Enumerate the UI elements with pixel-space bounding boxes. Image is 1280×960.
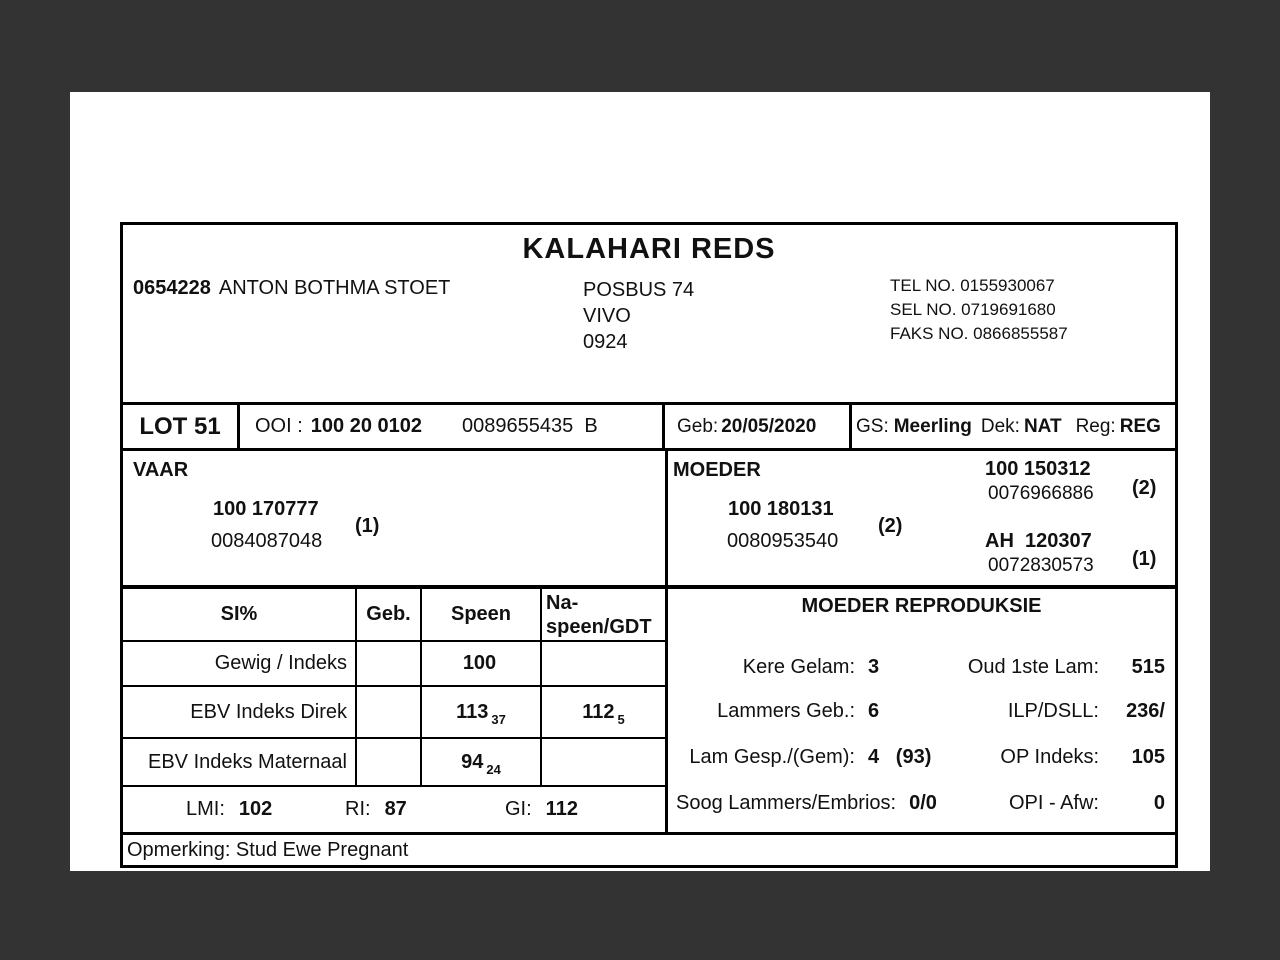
stud-title: KALAHARI REDS [522, 233, 776, 265]
vaar-reg: 0084087048 [211, 530, 323, 552]
repro-value: 4 (93) [868, 746, 932, 768]
moeder-gd-id: 100 150312 [985, 458, 1091, 480]
speen-header-label: Speen [450, 603, 512, 625]
speen-header-cell [422, 589, 542, 640]
index-table-header [123, 589, 665, 642]
naspeen-accuracy: 5 [617, 711, 625, 727]
naspeen-cell [542, 739, 665, 785]
repro-value: 236/ [1126, 700, 1165, 722]
reg-value: REG [1119, 415, 1161, 437]
lot-row [123, 402, 1175, 448]
index-summary-row [123, 787, 665, 832]
ooi-reg-number: 0089655435 B [462, 415, 598, 437]
lmi-label: LMI: [186, 798, 225, 820]
vaar-count: (1) [355, 515, 380, 537]
document-page [70, 92, 1210, 871]
geb-cell [357, 739, 422, 785]
reg-label: Reg: [1075, 415, 1116, 437]
speen-accuracy: 24 [486, 761, 501, 777]
repro-value: 0/0 [909, 792, 937, 814]
lot-number-cell [123, 405, 240, 448]
ri-label: RI: [345, 798, 371, 820]
repro-value: 0 [1153, 792, 1165, 814]
vaar-id: 100 170777 [213, 498, 319, 520]
dek-label: Dek: [980, 415, 1020, 437]
speen-value: 100 [462, 652, 497, 674]
gi-value: 112 [545, 798, 578, 820]
speen-cell [422, 739, 542, 785]
faks-line: FAKS NO. 0866855587 [890, 324, 1068, 343]
cel-line: SEL NO. 0719691680 [890, 300, 1056, 319]
status-cell [852, 405, 1175, 448]
breeder-line [133, 277, 450, 300]
geb-header-label: Geb. [366, 603, 411, 625]
repro-row [1000, 746, 1165, 769]
repro-value: 6 [868, 700, 880, 722]
repro-row [676, 700, 879, 723]
geb-header-cell [357, 589, 422, 640]
remark-row [123, 832, 1175, 865]
table-row [123, 642, 665, 687]
moeder-count: (2) [878, 515, 903, 537]
lot-card [120, 222, 1178, 868]
repro-row [676, 746, 931, 769]
moeder-id: 100 180131 [728, 498, 834, 520]
geb-cell [357, 687, 422, 737]
speen-value: 113 [456, 700, 489, 723]
vaar-label: VAAR [133, 459, 189, 481]
repro-value: 105 [1131, 746, 1165, 768]
ri-pair [345, 787, 407, 832]
gi-pair [505, 787, 578, 832]
breeder-name: ANTON BOTHMA STOET [218, 277, 451, 299]
row-label-cell [123, 739, 357, 785]
repro-row [968, 656, 1165, 679]
geb-cell [357, 642, 422, 685]
naspeen-value: 112 [582, 700, 615, 723]
speen-value: 94 [461, 750, 484, 773]
speen-cell [422, 687, 542, 737]
geb-label: Geb: [677, 415, 719, 437]
address-line: VIVO [583, 305, 631, 327]
speen-cell [422, 642, 542, 685]
si-header-cell [123, 589, 357, 640]
repro-label: ILP/DSLL: [1007, 700, 1099, 722]
naspeen-cell [542, 687, 665, 737]
table-row [123, 687, 665, 739]
repro-row [676, 656, 879, 679]
contact-block [890, 274, 1068, 346]
lmi-value: 102 [238, 798, 273, 820]
ooi-id: 100 20 0102 [310, 415, 423, 437]
gs-label: GS: [856, 415, 889, 437]
naspeen-header-label: Na-speen/GDT [546, 591, 652, 638]
ooi-label: OOI : [255, 415, 303, 437]
moeder-label: MOEDER [673, 459, 761, 481]
repro-label: Kere Gelam: [742, 656, 855, 678]
moeder-gs-count: (1) [1132, 548, 1157, 570]
repro-row [1009, 792, 1165, 815]
address-block [583, 277, 694, 355]
row-label: Gewig / Indeks [214, 652, 347, 674]
moeder-gs-id: AH 120307 [985, 530, 1092, 552]
repro-row [676, 792, 937, 815]
row-label-cell [123, 642, 357, 685]
dek-value: NAT [1023, 415, 1062, 437]
main-section [123, 585, 1175, 832]
table-row [123, 739, 665, 787]
row-label: EBV Indeks Maternaal [148, 750, 347, 773]
birthdate-cell [665, 405, 852, 448]
lmi-pair [186, 787, 272, 832]
row-label-cell [123, 687, 357, 737]
address-line: POSBUS 74 [583, 279, 695, 301]
geb-date: 20/05/2020 [721, 415, 817, 437]
repro-label: Oud 1ste Lam: [967, 656, 1099, 678]
repro-value: 515 [1131, 656, 1165, 678]
moeder-gd-count: (2) [1132, 477, 1157, 499]
moeder-gs-reg: 0072830573 [988, 555, 1094, 576]
moeder-reg: 0080953540 [727, 530, 839, 552]
moeder-gd-reg: 0076966886 [988, 483, 1094, 504]
address-line: 0924 [583, 331, 628, 353]
reproduction-title: MOEDER REPRODUKSIE [801, 595, 1042, 617]
repro-label: Soog Lammers/Embrios: [676, 792, 897, 814]
lot-number: LOT 51 [139, 412, 221, 440]
breeder-id: 0654228 [133, 277, 211, 299]
reproduction-panel [668, 589, 1175, 832]
tel-line: TEL NO. 0155930067 [890, 276, 1055, 295]
repro-label: OP Indeks: [1000, 746, 1099, 768]
index-table [123, 589, 668, 832]
row-label: EBV Indeks Direk [190, 700, 347, 723]
gi-label: GI: [505, 798, 532, 820]
naspeen-cell [542, 642, 665, 685]
repro-label: Lam Gesp./(Gem): [689, 746, 855, 768]
parents-section [123, 448, 1175, 585]
ewe-id-cell [240, 405, 665, 448]
remark-text: Opmerking: Stud Ewe Pregnant [127, 838, 409, 861]
speen-accuracy: 37 [491, 711, 506, 727]
si-header-label: SI% [220, 603, 258, 625]
repro-value: 3 [868, 656, 880, 678]
repro-label: Lammers Geb.: [717, 700, 855, 722]
naspeen-header-cell [542, 589, 665, 640]
repro-label: OPI - Afw: [1008, 792, 1099, 814]
gs-value: Meerling [893, 415, 972, 437]
vertical-divider [665, 451, 668, 585]
header-section [123, 225, 1175, 402]
repro-row [1008, 700, 1165, 723]
ri-value: 87 [384, 798, 407, 820]
